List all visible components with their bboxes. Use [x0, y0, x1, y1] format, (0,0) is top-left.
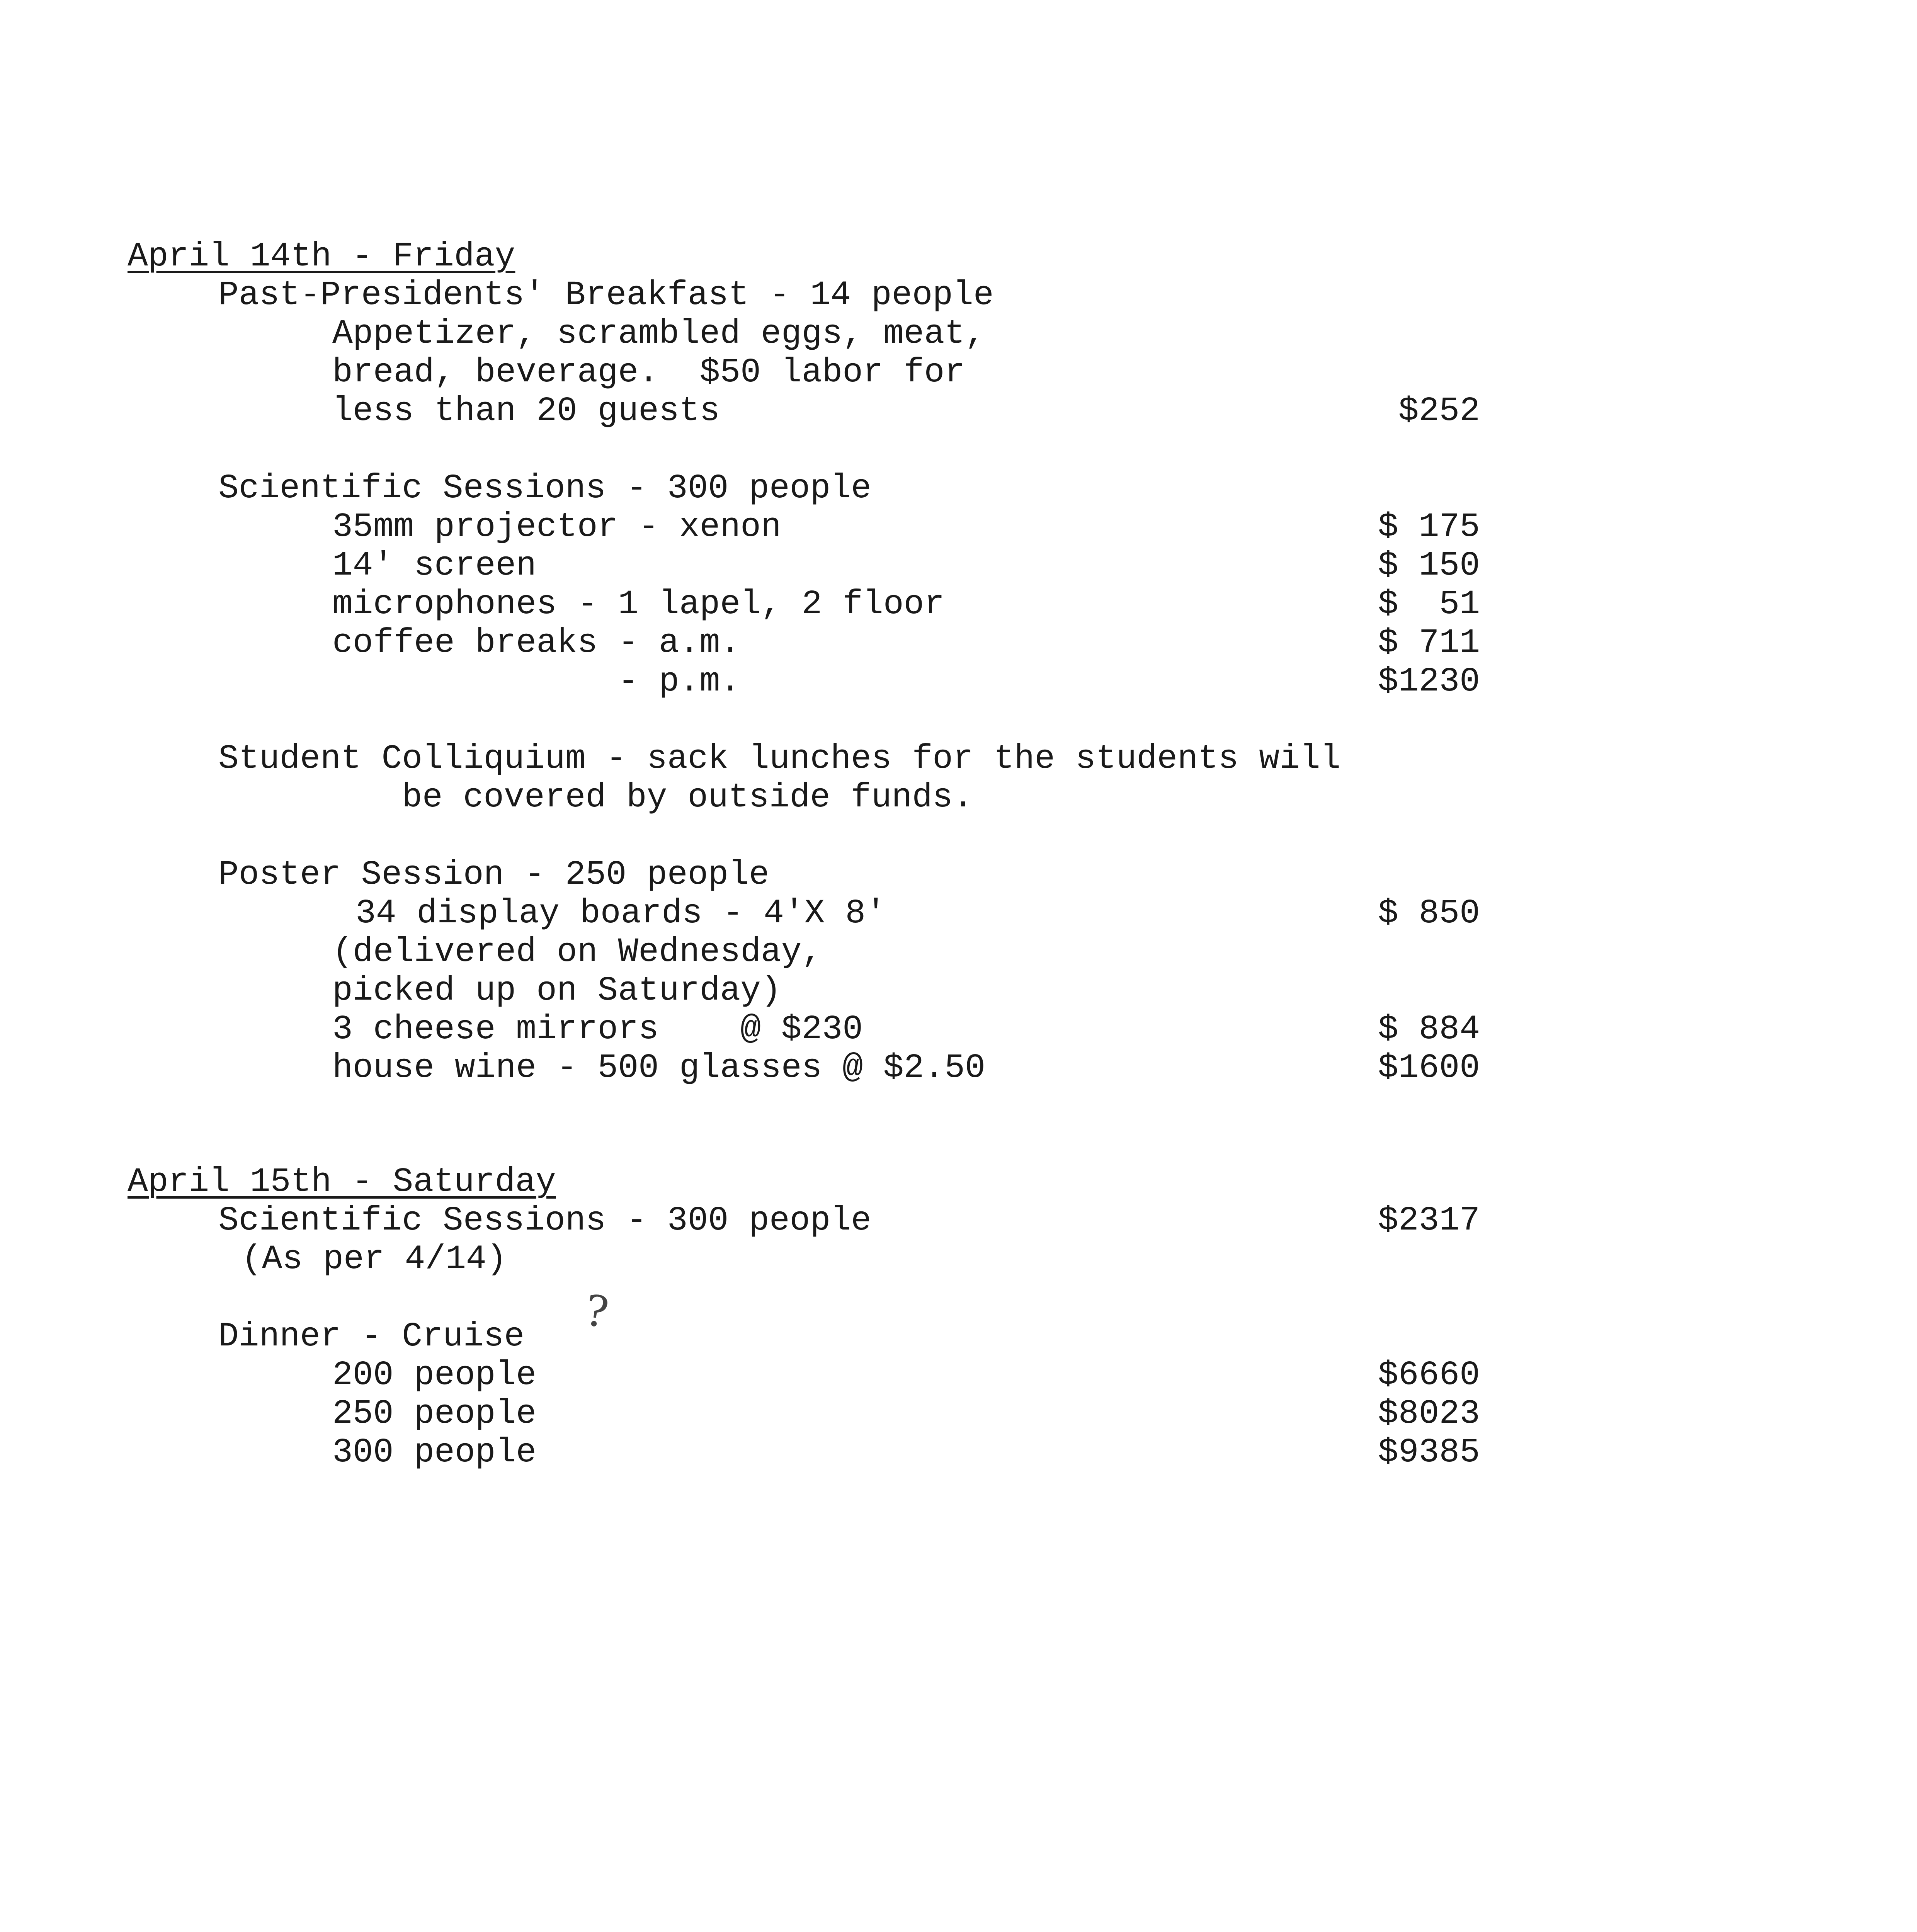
- sessions-item-amount: $ 51: [1378, 585, 1480, 624]
- day2-header: April 15th - Saturday: [128, 1163, 556, 1201]
- poster-title: Poster Session - 250 people: [218, 856, 769, 894]
- breakfast-title: Past-Presidents' Breakfast - 14 people: [218, 276, 994, 315]
- sessions-item-label: 35mm projector - xenon: [332, 508, 781, 546]
- dinner-option-amount: $9385: [1378, 1434, 1480, 1472]
- day2-sessions-note: (As per 4/14): [242, 1240, 507, 1279]
- handwritten-mark: ?: [582, 1285, 612, 1338]
- colloquium-line-1: Student Colliquium - sack lunches for the students will: [218, 740, 1341, 778]
- poster-wine-amount: $1600: [1378, 1049, 1480, 1087]
- sessions-item-amount: $ 150: [1378, 547, 1480, 585]
- poster-boards-amount: $ 850: [1378, 895, 1480, 933]
- breakfast-desc-1: Appetizer, scrambled eggs, meat,: [332, 315, 985, 353]
- dinner-title: Dinner - Cruise: [218, 1318, 525, 1356]
- colloquium-line-2: be covered by outside funds.: [402, 779, 973, 817]
- dinner-option-label: 200 people: [332, 1356, 537, 1395]
- sessions-title: Scientific Sessions - 300 people: [218, 469, 871, 508]
- sessions-item-amount: $ 711: [1378, 624, 1480, 662]
- day2-sessions-title: Scientific Sessions - 300 people: [218, 1202, 871, 1240]
- breakfast-amount: $252: [1398, 392, 1480, 430]
- sessions-item-label: coffee breaks - a.m.: [332, 624, 741, 662]
- poster-delivered: (delivered on Wednesday,: [332, 933, 822, 971]
- sessions-item-label: - p.m.: [332, 663, 741, 701]
- dinner-option-label: 250 people: [332, 1395, 537, 1433]
- poster-cheese: 3 cheese mirrors @ $230: [332, 1010, 863, 1049]
- dinner-option-amount: $8023: [1378, 1395, 1480, 1433]
- breakfast-desc-2: bread, beverage. $50 labor for: [332, 354, 965, 392]
- dinner-option-label: 300 people: [332, 1434, 537, 1472]
- sessions-item-label: microphones - 1 lapel, 2 floor: [332, 585, 945, 624]
- sessions-item-amount: $1230: [1378, 663, 1480, 701]
- dinner-option-amount: $6660: [1378, 1356, 1480, 1395]
- poster-cheese-amount: $ 884: [1378, 1010, 1480, 1049]
- sessions-item-label: 14' screen: [332, 547, 537, 585]
- poster-wine: house wine - 500 glasses @ $2.50: [332, 1049, 985, 1087]
- breakfast-desc-3: less than 20 guests: [332, 392, 720, 430]
- poster-picked: picked up on Saturday): [332, 972, 781, 1010]
- poster-boards: 34 display boards - 4'X 8': [356, 895, 886, 933]
- day1-header: April 14th - Friday: [128, 238, 515, 276]
- sessions-item-amount: $ 175: [1378, 508, 1480, 546]
- day2-sessions-amount: $2317: [1378, 1202, 1480, 1240]
